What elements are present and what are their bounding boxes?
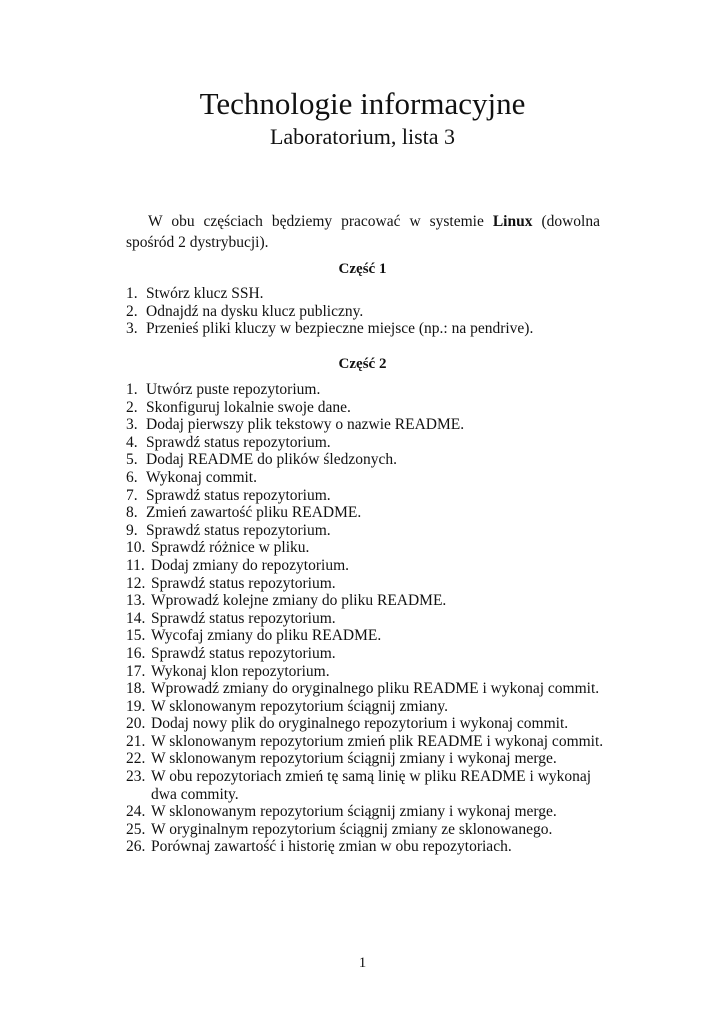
list-item — [126, 320, 606, 338]
list-item-number: 19. — [126, 697, 146, 715]
list-item — [126, 539, 606, 557]
list-item-number: 26. — [126, 838, 146, 856]
list-item-text: Stwórz klucz SSH. — [146, 285, 264, 302]
list-item — [126, 680, 606, 698]
list-item — [126, 399, 606, 417]
intro-text-bold: Linux — [492, 213, 533, 230]
list-item-number: 20. — [126, 715, 146, 733]
list-item — [126, 645, 606, 663]
list-item-number: 15. — [126, 627, 146, 645]
list-item-number: 5. — [126, 451, 138, 469]
document-title: Technologie informacyjne — [199, 86, 526, 121]
list-item-number: 23. — [126, 768, 146, 786]
list-item-text: W sklonowanym repozytorium ściągnij zmiany i wykonaj merge. — [151, 750, 557, 768]
list-item-text: Utwórz puste repozytorium. — [146, 381, 321, 398]
list-item — [126, 715, 606, 733]
list-item-number: 17. — [126, 662, 146, 680]
list-item — [126, 487, 606, 505]
list-item — [126, 750, 606, 768]
list-item — [126, 663, 606, 681]
list-item-number: 22. — [126, 750, 146, 768]
list-item-number: 7. — [126, 486, 138, 504]
list-item-number: 24. — [126, 803, 146, 821]
section-2-list — [126, 381, 606, 856]
list-item-number: 11. — [126, 556, 145, 574]
list-item-number: 16. — [126, 644, 146, 662]
list-item — [126, 698, 606, 716]
list-item — [126, 285, 606, 303]
list-item-number: 18. — [126, 680, 146, 698]
list-item-number: 6. — [126, 468, 138, 486]
list-item-number: 8. — [126, 504, 138, 522]
list-item-number: 4. — [126, 433, 138, 451]
list-item — [126, 522, 606, 540]
list-item-number: 21. — [126, 732, 146, 750]
list-item — [126, 469, 606, 487]
list-item-number: 25. — [126, 820, 146, 838]
list-item — [126, 733, 606, 751]
list-item-text: W obu repozytoriach zmień tę samą linię w pliku README i wykonaj dwa commity. — [151, 768, 592, 803]
list-item — [126, 575, 606, 593]
list-item-text: Porównaj zawartość i historię zmian w obu repozytoriach. — [151, 838, 512, 856]
list-item-text: Wycofaj zmiany do pliku README. — [151, 627, 382, 645]
list-item-text: Sprawdź różnice w pliku. — [151, 539, 310, 557]
list-item-text: Sprawdź status repozytorium. — [146, 433, 331, 451]
list-item-text: Wykonaj klon repozytorium. — [151, 662, 330, 680]
list-item-number: 3. — [126, 320, 138, 338]
intro-text-after: (dowolna spośród 2 dystrybucji). — [126, 213, 600, 251]
list-item-number: 10. — [126, 539, 146, 557]
list-item-number: 3. — [126, 416, 138, 434]
list-item — [126, 557, 606, 575]
list-item-text: Sprawdź status repozytorium. — [151, 609, 336, 627]
intro-paragraph — [126, 211, 600, 253]
list-item-number: 1. — [126, 285, 138, 302]
list-item — [126, 838, 606, 856]
section-1-heading: Część 1 — [338, 261, 387, 277]
list-item-text: W oryginalnym repozytorium ściągnij zmiany ze sklonowanego. — [151, 820, 553, 838]
intro-text-before: W obu częściach będziemy pracować w systemie — [148, 213, 493, 230]
list-item — [126, 768, 606, 803]
list-item-text: Sprawdź status repozytorium. — [151, 644, 336, 662]
list-item-number: 2. — [126, 398, 138, 416]
list-item-text: Zmień zawartość pliku README. — [146, 504, 362, 522]
list-item-number: 13. — [126, 592, 146, 610]
section-2-heading: Część 2 — [338, 356, 387, 372]
list-item-number: 1. — [126, 381, 138, 398]
list-item-text: Sprawdź status repozytorium. — [146, 486, 331, 504]
list-item-text: Sprawdź status repozytorium. — [151, 574, 336, 592]
list-item — [126, 504, 606, 522]
list-item-text: Dodaj pierwszy plik tekstowy o nazwie README. — [146, 416, 465, 434]
list-item — [126, 303, 606, 321]
list-item — [126, 821, 606, 839]
list-item-text: W sklonowanym repozytorium ściągnij zmiany. — [151, 697, 449, 715]
list-item-text: Sprawdź status repozytorium. — [146, 521, 331, 539]
document-subtitle: Laboratorium, lista 3 — [269, 124, 456, 149]
list-item — [126, 381, 606, 399]
list-item-text: Wprowadź zmiany do oryginalnego pliku README i wykonaj commit. — [151, 680, 600, 698]
page-number: 1 — [358, 955, 367, 971]
section-1-list — [126, 285, 606, 338]
list-item — [126, 416, 606, 434]
list-item-text: Dodaj zmiany do repozytorium. — [151, 556, 350, 574]
list-item — [126, 610, 606, 628]
list-item-text: Przenieś pliki kluczy w bezpieczne miejsce (np.: na pendrive). — [146, 320, 534, 338]
list-item-text: Dodaj README do plików śledzonych. — [146, 451, 397, 469]
list-item-number: 14. — [126, 609, 146, 627]
list-item-text: Dodaj nowy plik do oryginalnego repozytorium i wykonaj commit. — [151, 715, 569, 733]
list-item-text: Wykonaj commit. — [146, 468, 257, 486]
list-item-number: 2. — [126, 302, 138, 320]
list-item — [126, 434, 606, 452]
list-item-text: Odnajdź na dysku klucz publiczny. — [146, 302, 364, 320]
list-item — [126, 803, 606, 821]
list-item — [126, 592, 606, 610]
list-item-number: 12. — [126, 574, 146, 592]
list-item — [126, 627, 606, 645]
list-item-text: Wprowadź kolejne zmiany do pliku README. — [151, 592, 447, 610]
list-item — [126, 451, 606, 469]
list-item-text: W sklonowanym repozytorium zmień plik README i wykonaj commit. — [151, 732, 604, 750]
list-item-number: 9. — [126, 521, 138, 539]
list-item-text: W sklonowanym repozytorium ściągnij zmiany i wykonaj merge. — [151, 803, 557, 821]
list-item-text: Skonfiguruj lokalnie swoje dane. — [146, 398, 351, 416]
